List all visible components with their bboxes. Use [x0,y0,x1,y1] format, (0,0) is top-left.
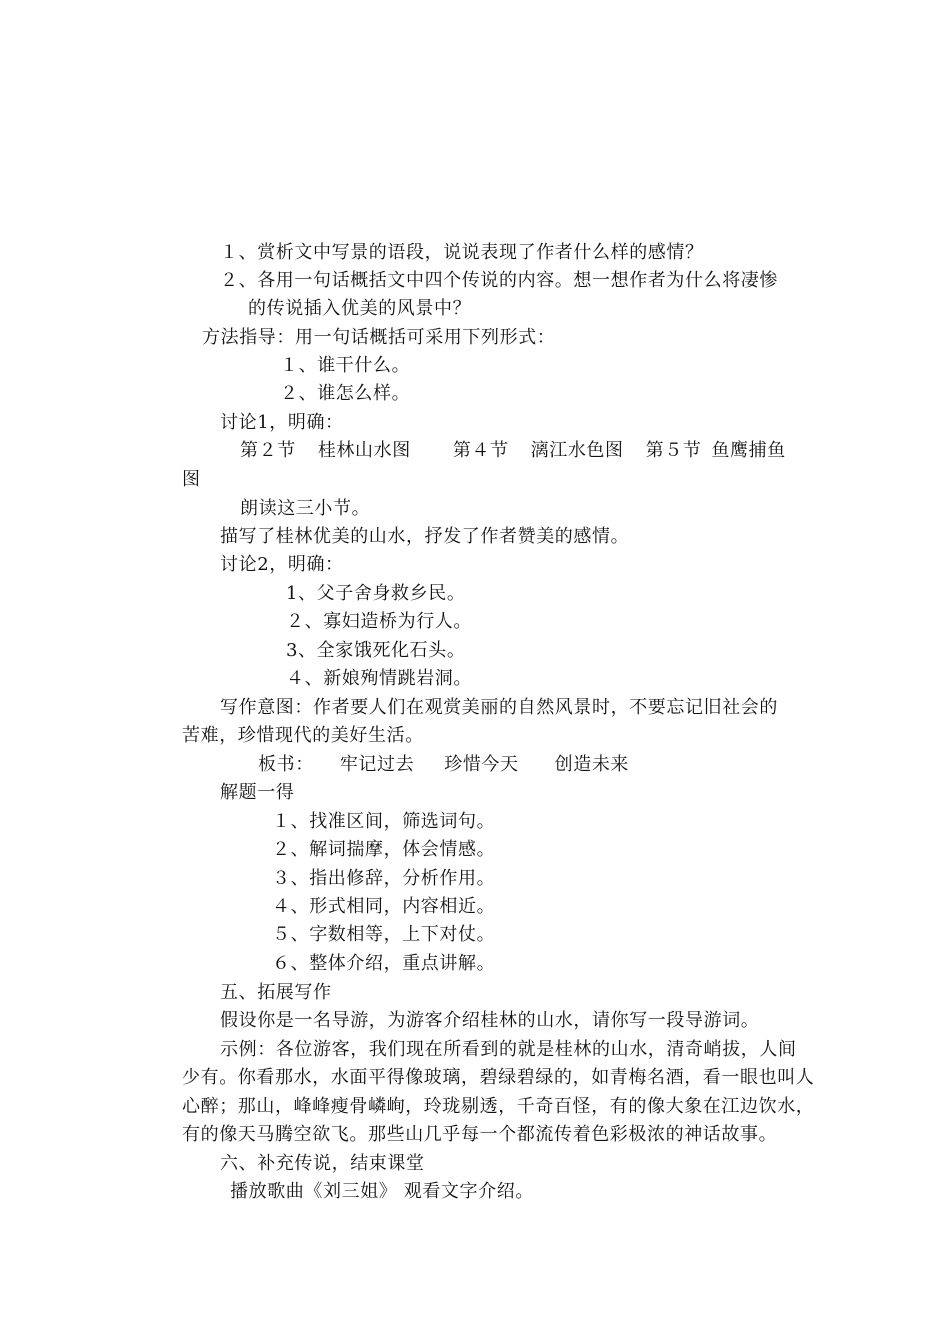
section-name: 鱼鹰捕鱼 [711,440,786,461]
example-line: 少有。你看那水，水面平得像玻璃，碧绿碧绿的，如青梅名酒，看一眼也叫人 [182,1067,815,1088]
discussion-1-sections [240,437,786,465]
solving-item: １、找准区间，筛选词句。 [272,811,496,832]
board-item: 牢记过去 [339,754,415,775]
board-writing [258,751,629,779]
board-item: 珍惜今天 [444,754,519,775]
example-line: 有的像天马腾空欲飞。那些山几乎每一个都流传着色彩极浓的神话故事。 [182,1124,778,1145]
question-1: １、赏析文中写景的语段，说说表现了作者什么样的感情？ [220,242,704,263]
discussion-1-title: 讨论1，明确： [220,412,344,433]
solving-item: ４、形式相同，内容相近。 [272,896,496,917]
writing-intent-continued: 苦难，珍惜现代的美好生活。 [182,725,424,746]
section-5-title: 五、拓展写作 [220,982,332,1003]
solving-title: 解题一得 [220,782,295,803]
discussion-1-summary: 描写了桂林优美的山水，抒发了作者赞美的感情。 [220,526,630,547]
discussion-2-item: ２、寡妇造桥为行人。 [286,611,472,632]
board-label: 板书： [258,754,314,775]
discussion-2-title: 讨论2，明确： [220,554,344,575]
example-line: 示例：各位游客，我们现在所看到的就是桂林的山水，清奇峭拔，人间 [220,1039,797,1060]
discussion-1-read: 朗读这三小节。 [240,498,371,519]
writing-intent: 写作意图：作者要人们在观赏美丽的自然风景时，不要忘记旧社会的 [220,697,778,718]
solving-item: ６、整体介绍，重点讲解。 [272,953,496,974]
method-title: 方法指导：用一句话概括可采用下列形式： [202,327,556,348]
method-item: ２、谁怎么样。 [280,383,411,404]
section-6-title: 六、补充传说，结束课堂 [220,1153,425,1174]
example-line: 心醉；那山，峰峰瘦骨嶙峋，玲珑剔透，千奇百怪，有的像大象在江边饮水， [182,1096,815,1117]
solving-item: ２、解词揣摩，体会情感。 [272,839,496,860]
question-2: ２、各用一句话概括文中四个传说的内容。想一想作者为什么将凄惨 [220,270,778,291]
board-item: 创造未来 [554,754,630,775]
discussion-2-item: 3、全家饿死化石头。 [286,640,466,661]
section-number: 第４节 [452,440,509,461]
section-name: 漓江水色图 [530,440,624,461]
question-2-continued: 的传说插入优美的风景中？ [248,298,472,319]
section-5-task: 假设你是一名导游，为游客介绍桂林的山水，请你写一段导游词。 [220,1010,760,1031]
solving-item: ３、指出修辞，分析作用。 [272,868,496,889]
solving-item: ５、字数相等，上下对仗。 [272,924,496,945]
discussion-2-item: ４、新娘殉情跳岩洞。 [286,668,472,689]
section-number: 第５节 [645,440,702,461]
discussion-2-item: 1、父子舍身救乡民。 [286,583,466,604]
discussion-1-wrap: 图 [182,469,201,490]
section-number: 第２节 [240,440,296,461]
section-6-line: 播放歌曲《刘三姐》 观看文字介绍。 [230,1181,534,1202]
section-name: 桂林山水图 [317,440,411,461]
method-item: １、谁干什么。 [280,355,411,376]
